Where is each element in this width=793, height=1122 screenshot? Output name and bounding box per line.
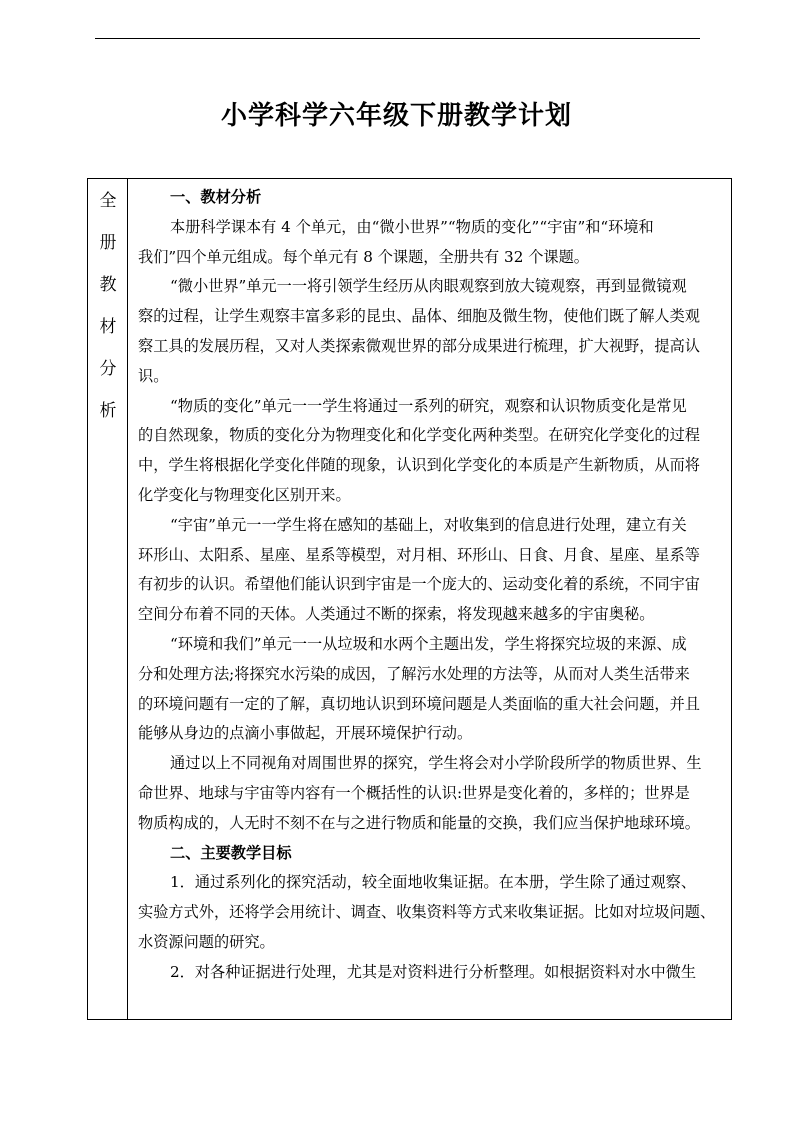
text-line: 本册科学课本有 4 个单元，由“微小世界”“物质的变化”“宇宙”和“环境和 — [170, 217, 654, 236]
text-line: 我们”四个单元组成。每个单元有 8 个课题，全册共有 32 个课题。 — [138, 247, 589, 266]
side-label-char: 材 — [99, 317, 117, 337]
text-line: 物质构成的，人无时不刻不在与之进行物质和能量的交换，我们应当保护地球环境。 — [138, 813, 700, 832]
text-line: 的自然现象，物质的变化分为物理变化和化学变化两种类型。在研究化学变化的过程 — [138, 426, 700, 445]
text-line: 中，学生将根据化学变化伴随的现象，认识到化学变化的本质是产生新物质，从而将 — [138, 456, 700, 475]
side-label-column — [88, 179, 128, 1019]
side-label-char: 全 — [99, 191, 117, 211]
text-line: “微小世界”单元一一将引领学生经历从肉眼观察到放大镜观察，再到显微镜观 — [170, 277, 687, 296]
side-label-char: 册 — [99, 233, 117, 253]
text-line: 察工具的发展历程，又对人类探索微观世界的部分成果进行梳理，扩大视野，提高认 — [138, 336, 700, 355]
plan-table — [87, 178, 732, 1020]
text-line: “宇宙”单元一一学生将在感知的基础上，对收集到的信息进行处理，建立有关 — [170, 515, 687, 534]
text-line: “物质的变化”单元一一学生将通过一系列的研究，观察和认识物质变化是常见 — [170, 396, 687, 415]
text-line: 察的过程，让学生观察丰富多彩的昆虫、晶体、细胞及微生物，使他们既了解人类观 — [138, 307, 700, 326]
text-line: 的环境问题有一定的了解，真切地认识到环境问题是人类面临的重大社会问题，并且 — [138, 694, 700, 713]
text-line: “环境和我们”单元一一从垃圾和水两个主题出发，学生将探究垃圾的来源、成 — [170, 634, 687, 653]
text-line: 实验方式外，还将学会用统计、调查、收集资料等方式来收集证据。比如对垃圾问题、 — [138, 903, 716, 922]
text-line: 识。 — [138, 366, 169, 385]
side-label-char: 教 — [99, 275, 117, 295]
section-heading: 二、主要教学目标 — [170, 843, 292, 862]
text-line: 化学变化与物理变化区别开来。 — [138, 485, 351, 504]
text-line: 能够从身边的点滴小事做起，开展环境保护行动。 — [138, 724, 473, 743]
text-line: 水资源问题的研究。 — [138, 932, 275, 951]
text-line: 有初步的认识。希望他们能认识到宇宙是一个庞大的、运动变化着的系统，不同宇宙 — [138, 575, 700, 594]
text-line: 命世界、地球与宇宙等内容有一个概括性的认识:世界是变化着的，多样的；世界是 — [138, 783, 690, 802]
text-line: 2．对各种证据进行处理，尤其是对资料进行分析整理。如根据资料对水中微生 — [170, 962, 697, 981]
text-line: 环形山、太阳系、星座、星系等模型，对月相、环形山、日食、月食、星座、星系等 — [138, 545, 700, 564]
text-line: 1．通过系列化的探究活动，较全面地收集证据。在本册，学生除了通过观察、 — [170, 873, 697, 892]
header-rule — [95, 38, 700, 39]
content-cell — [128, 179, 731, 1019]
text-line: 空间分布着不同的天体。人类通过不断的探索，将发现越来越多的宇宙奥秘。 — [138, 605, 655, 624]
section-heading: 一、教材分析 — [170, 188, 262, 206]
text-line: 通过以上不同视角对周围世界的探究，学生将会对小学阶段所学的物质世界、生 — [170, 754, 702, 773]
text-line: 分和处理方法;将探究水污染的成因，了解污水处理的方法等，从而对人类生活带来 — [138, 664, 690, 683]
side-label-char: 分 — [99, 359, 117, 379]
page-title: 小学科学六年级下册教学计划 — [220, 101, 572, 131]
side-label-char: 析 — [99, 401, 117, 421]
